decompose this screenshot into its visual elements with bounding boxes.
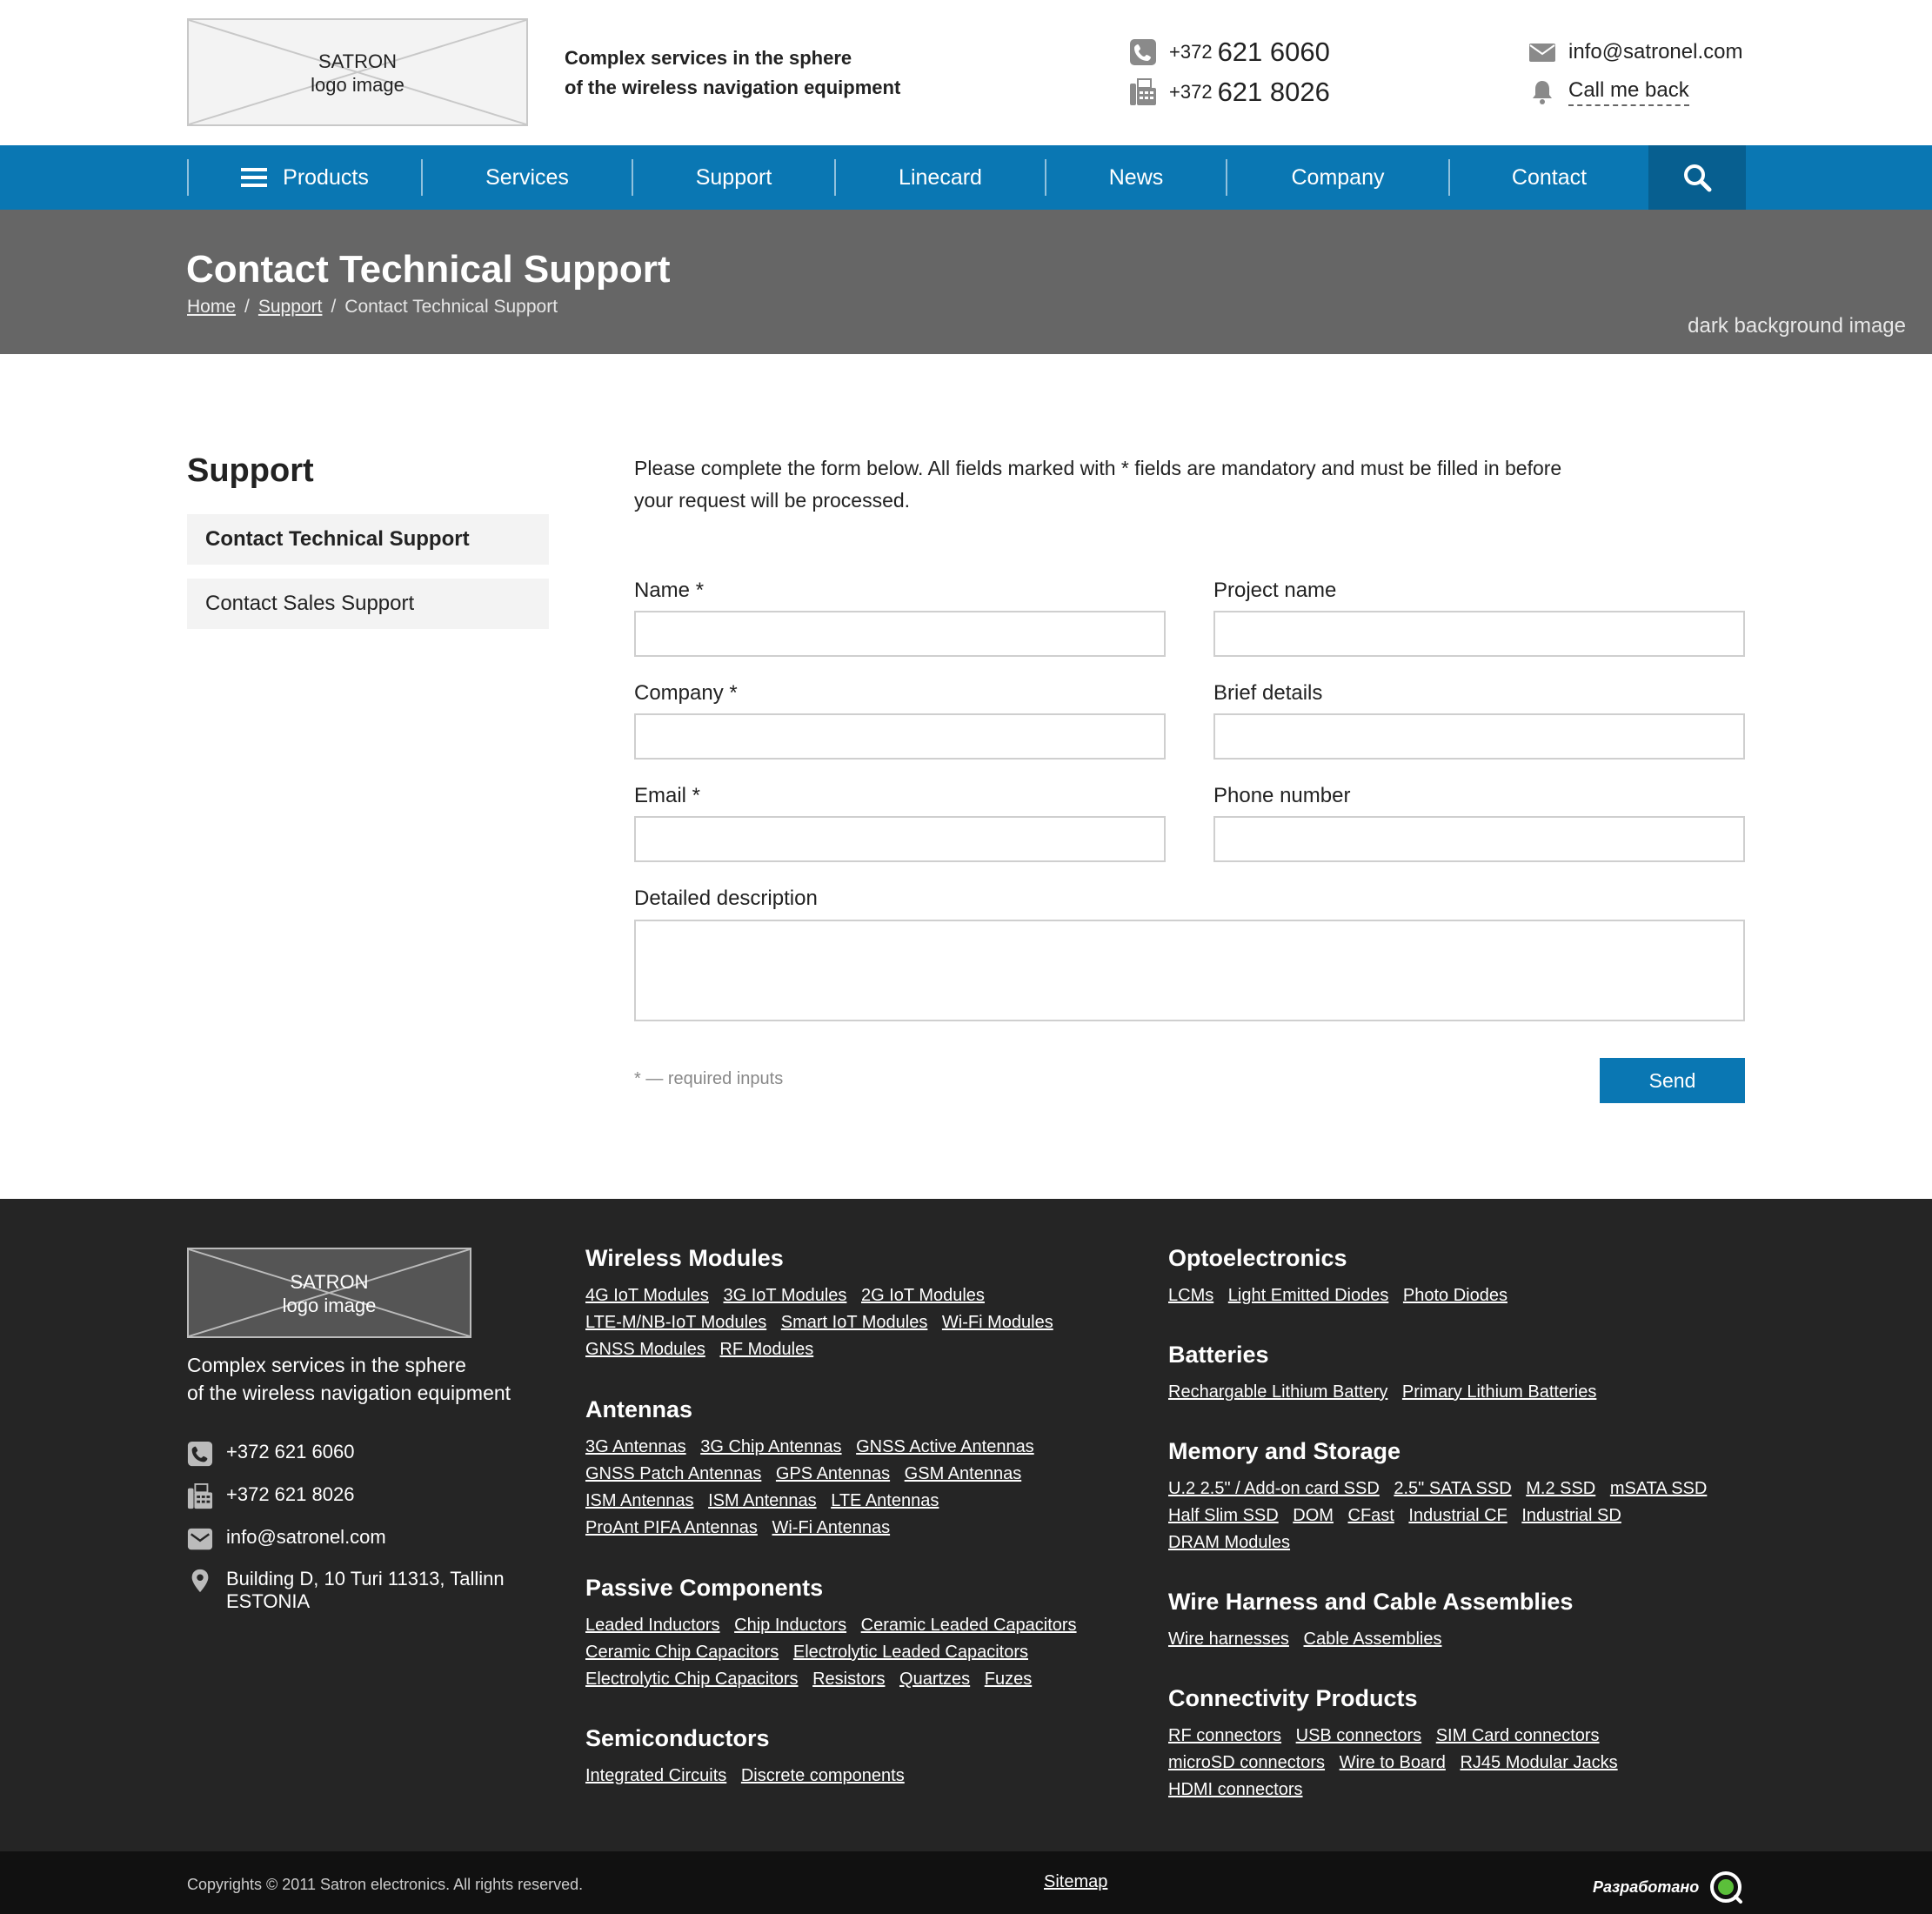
footer-phone-2[interactable] [187,1483,354,1509]
nav-linecard-label: Linecard [899,164,982,190]
bell-icon [1528,78,1556,106]
footer-category-optoelectronics [1168,1245,1725,1309]
nav-products-label: Products [283,164,369,190]
category-link[interactable]: LTE-M/NB-IoT Modules [585,1313,767,1332]
description-label: Detailed description [634,887,818,910]
breadcrumb-support[interactable]: Support [257,297,323,317]
copyright-text: Copyrights © 2011 Satron electronics. All rights reserved. [187,1876,584,1893]
main-nav [0,145,1932,210]
breadcrumb [187,297,558,318]
footer-logo-text [189,1270,470,1317]
footer-category-passive-components [585,1575,1142,1693]
phone-prefix: +372 [1169,41,1213,63]
category-link[interactable]: GNSS Patch Antennas [585,1464,762,1483]
category-link[interactable]: 2G IoT Modules [861,1286,985,1305]
category-link[interactable]: GSM Antennas [904,1464,1022,1483]
callback-link-text[interactable]: Call me back [1568,78,1689,106]
breadcrumb-home[interactable]: Home [187,297,237,317]
category-links [1168,1723,1725,1804]
header-email-text: info@satronel.com [1568,40,1743,64]
footer-logo-line1: SATRON [290,1271,369,1293]
phone-number-2: 621 8026 [1217,77,1330,107]
footer-tagline-line2: of the wireless navigation equipment [187,1382,511,1404]
name-input[interactable] [634,611,1166,657]
send-button[interactable]: Send [1600,1058,1745,1103]
footer-category-antennas [585,1396,1142,1542]
category-link[interactable]: Wire harnesses [1168,1630,1289,1649]
category-link[interactable]: Chip Inductors [734,1616,847,1635]
footer-tagline-line1: Complex services in the sphere [187,1354,466,1376]
category-link[interactable]: GNSS Modules [585,1340,705,1359]
company-label: Company * [634,681,738,705]
category-links [1168,1476,1725,1556]
logo-line2: logo image [311,74,404,96]
category-link[interactable]: RJ45 Modular Jacks [1460,1753,1618,1772]
category-link[interactable]: Discrete components [740,1766,905,1785]
category-link[interactable]: RF Modules [719,1340,814,1359]
fax-icon [1129,78,1157,106]
phone-number-1: 621 6060 [1217,37,1330,67]
mail-icon [187,1526,213,1552]
category-link[interactable]: ISM Antennas [708,1491,817,1510]
description-textarea[interactable] [634,920,1745,1021]
footer-email-text: info@satronel.com [226,1526,386,1548]
category-title: Optoelectronics [1168,1245,1347,1271]
category-links [585,1612,1142,1693]
footer-category-wire-harness [1168,1589,1725,1653]
footer-address-text [226,1568,505,1613]
sitemap-link[interactable]: Sitemap [1044,1872,1108,1891]
category-link[interactable]: Industrial SD [1521,1506,1621,1525]
category-link[interactable]: 3G Chip Antennas [700,1437,842,1456]
brief-details-label: Brief details [1213,681,1323,705]
phone-prefix: +372 [1169,81,1213,103]
category-link[interactable]: RF connectors [1168,1726,1282,1745]
category-link[interactable]: microSD connectors [1168,1753,1326,1772]
footer-category-connectivity [1168,1685,1725,1804]
sidebar-item-technical-support[interactable]: Contact Technical Support [187,514,549,565]
nav-services-label: Services [485,164,569,190]
category-link[interactable]: Wire to Board [1339,1753,1446,1772]
search-icon [1681,162,1713,193]
footer-tagline [187,1351,511,1407]
header-logo-placeholder[interactable] [187,18,528,126]
nav-company-label: Company [1291,164,1385,190]
footer-category-batteries [1168,1342,1725,1406]
nav-news[interactable] [1046,145,1226,210]
callback-link[interactable] [1528,78,1689,106]
footer-category-semiconductors [585,1725,1142,1790]
category-link[interactable]: Fuzes [984,1670,1033,1689]
logo-line1: SATRON [318,50,398,72]
category-title: Wire Harness and Cable Assemblies [1168,1589,1574,1615]
fax-icon [187,1483,213,1509]
name-label: Name * [634,579,705,602]
bottom-bar [0,1851,1932,1914]
footer-category-memory-storage [1168,1438,1725,1556]
category-link[interactable]: CFast [1347,1506,1394,1525]
category-link[interactable]: 2.5" SATA SSD [1394,1479,1512,1498]
header-email[interactable] [1528,38,1742,66]
category-link[interactable]: Primary Lithium Batteries [1401,1382,1597,1402]
site-header [0,0,1932,145]
address-line2: ESTONIA [226,1590,311,1612]
footer-category-wireless-modules [585,1245,1142,1363]
nav-linecard[interactable] [836,145,1045,210]
category-link[interactable]: Ceramic Chip Capacitors [585,1643,779,1662]
phone-number-label: Phone number [1213,784,1351,807]
category-link[interactable]: ProAnt PIFA Antennas [585,1518,758,1537]
nav-contact-label: Contact [1511,164,1588,190]
location-pin-icon [187,1568,213,1594]
category-link[interactable]: ISM Antennas [585,1491,694,1510]
site-footer [0,1199,1932,1851]
logo-text [189,50,526,97]
header-tagline [565,44,900,103]
category-link[interactable]: Wi-Fi Modules [941,1313,1053,1332]
header-phone-2[interactable] [1129,77,1330,108]
category-title: Antennas [585,1396,693,1422]
category-link[interactable]: Wi-Fi Antennas [772,1518,891,1537]
sidebar-item-sales-support[interactable]: Contact Sales Support [187,579,549,629]
email-input[interactable] [634,816,1166,862]
category-link[interactable]: LCMs [1168,1286,1214,1305]
phone-number-input[interactable] [1213,816,1745,862]
category-link[interactable]: Half Slim SSD [1168,1506,1279,1525]
category-link[interactable]: Industrial CF [1408,1506,1507,1525]
category-link[interactable]: 3G IoT Modules [723,1286,847,1305]
category-title: Semiconductors [585,1725,770,1751]
footer-phone-1-text: +372 621 6060 [226,1441,355,1462]
category-title: Connectivity Products [1168,1685,1418,1711]
category-link[interactable]: DOM [1293,1506,1334,1525]
footer-phone-1[interactable] [187,1441,354,1467]
header-phone-1[interactable] [1129,37,1330,68]
form-intro: Please complete the form below. All fields marked with * fields are mandatory and must be filled in before your request will be processed. [634,457,1562,512]
category-link[interactable]: Rechargable Lithium Battery [1168,1382,1388,1402]
page-title: Contact Technical Support [186,248,671,291]
nav-company[interactable] [1227,145,1448,210]
project-name-input[interactable] [1213,611,1745,657]
phone-icon [187,1441,213,1467]
category-link[interactable]: Electrolytic Chip Capacitors [585,1670,799,1689]
breadcrumb-current: Contact Technical Support [344,297,558,317]
nav-news-label: News [1108,164,1164,190]
category-link[interactable]: USB connectors [1295,1726,1422,1745]
category-link[interactable]: Resistors [812,1670,886,1689]
company-input[interactable] [634,713,1166,760]
search-button[interactable] [1648,145,1746,210]
menu-icon [241,168,267,187]
category-links [1168,1626,1725,1653]
brief-details-input[interactable] [1213,713,1745,760]
developer-credit[interactable] [1593,1870,1742,1904]
nav-products[interactable] [189,145,421,210]
developer-credit-text: Разработано [1593,1877,1700,1896]
category-link[interactable]: Photo Diodes [1402,1286,1507,1305]
mail-icon [1528,38,1556,66]
category-title: Passive Components [585,1575,824,1601]
footer-phone-2-text: +372 621 8026 [226,1483,355,1505]
category-link[interactable]: 4G IoT Modules [585,1286,709,1305]
category-link[interactable]: Smart IoT Modules [780,1313,928,1332]
category-link[interactable]: Integrated Circuits [585,1766,727,1785]
category-link[interactable]: Light Emitted Diodes [1227,1286,1389,1305]
required-note: * — required inputs [634,1069,784,1088]
nav-services[interactable] [423,145,632,210]
nav-support[interactable] [633,145,834,210]
category-links [585,1763,1142,1790]
page-title-band [0,210,1932,354]
category-link[interactable]: Electrolytic Leaded Capacitors [792,1643,1028,1662]
category-link[interactable]: SIM Card connectors [1435,1726,1600,1745]
project-name-label: Project name [1213,579,1337,602]
sidebar-title: Support [187,452,314,489]
footer-email[interactable] [187,1526,386,1552]
developer-logo-icon [1709,1870,1742,1904]
tagline-line1: Complex services in the sphere [565,47,852,69]
category-links [1168,1282,1725,1309]
category-title: Wireless Modules [585,1245,784,1271]
category-links [1168,1379,1725,1406]
tagline-line2: of the wireless navigation equipment [565,77,901,98]
category-link[interactable]: Cable Assemblies [1303,1630,1442,1649]
category-link[interactable]: Quartzes [899,1670,971,1689]
footer-logo-placeholder[interactable] [187,1248,471,1338]
category-link[interactable]: DRAM Modules [1168,1533,1291,1552]
category-link[interactable]: HDMI connectors [1168,1780,1303,1799]
footer-logo-line2: logo image [282,1295,377,1316]
breadcrumb-separator: / [331,297,337,317]
category-link[interactable]: GNSS Active Antennas [856,1437,1034,1456]
category-link[interactable]: 3G Antennas [585,1437,686,1456]
category-link[interactable]: LTE Antennas [831,1491,939,1510]
nav-support-label: Support [695,164,772,190]
background-image-note: dark background image [1688,314,1906,338]
category-link[interactable]: GPS Antennas [775,1464,891,1483]
address-line1: Building D, 10 Turi 11313, Tallinn [226,1568,505,1589]
category-title: Memory and Storage [1168,1438,1401,1464]
category-links [585,1282,1142,1363]
category-link[interactable]: Leaded Inductors [585,1616,720,1635]
category-link[interactable]: Ceramic Leaded Capacitors [860,1616,1077,1635]
footer-address [187,1568,505,1613]
breadcrumb-separator: / [244,297,250,317]
email-label: Email * [634,784,701,807]
category-link[interactable]: M.2 SSD [1526,1479,1596,1498]
category-links [585,1434,1142,1542]
category-link[interactable]: U.2 2.5" / Add-on card SSD [1168,1479,1380,1498]
category-title: Batteries [1168,1342,1269,1368]
nav-contact[interactable] [1450,145,1648,210]
category-link[interactable]: mSATA SSD [1609,1479,1708,1498]
phone-icon [1129,38,1157,66]
